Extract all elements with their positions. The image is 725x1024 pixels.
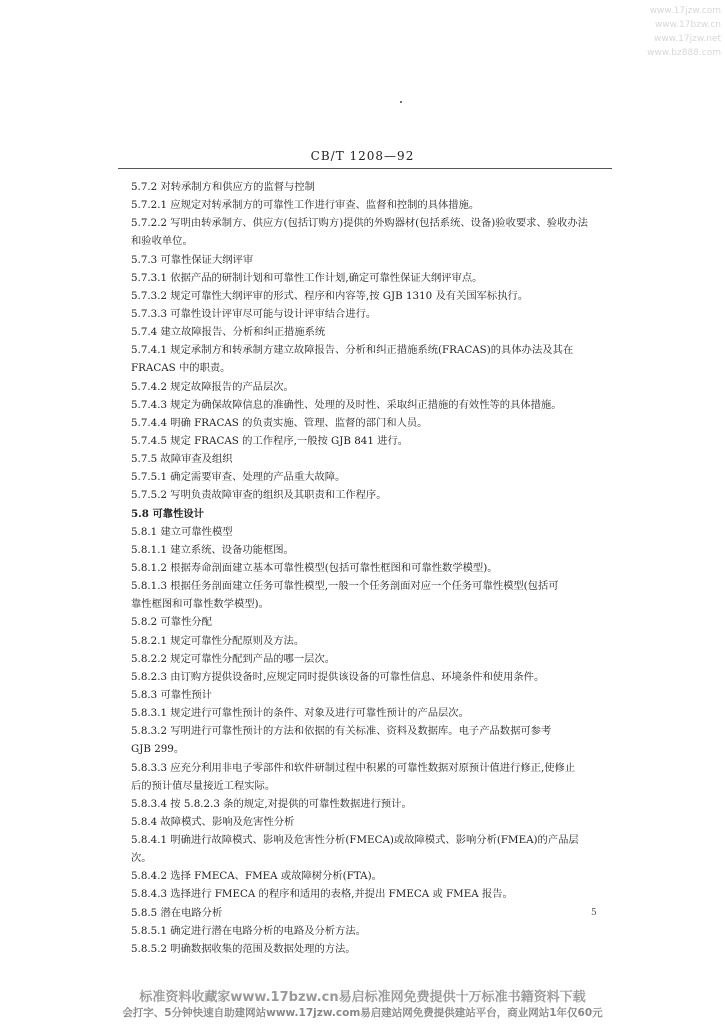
text-line: 5.7.4.5 规定 FRACAS 的工作程序,一般按 GJB 841 进行。 <box>131 434 409 447</box>
text-line: 5.7.2.2 写明由转承制方、供应方(包括订购方)提供的外购器材(包括系统、设备)验收要求、验收办法 <box>131 217 588 230</box>
page-header: CB/T 1208—92 <box>310 149 415 163</box>
page-number: 5 <box>591 908 597 918</box>
text-line: 5.7.4 建立故障报告、分析和纠正措施系统 <box>131 326 326 339</box>
text-line: 5.7.2.1 应规定对转承制方的可靠性工作进行审查、监督和控制的具体措施。 <box>131 199 480 212</box>
text-line: 5.7.4.1 规定承制方和转承制方建立故障报告、分析和纠正措施系统(FRACAS)的具体办法及其在 <box>131 344 574 357</box>
text-line: 5.8.3 可靠性预计 <box>131 688 212 701</box>
document-body <box>131 178 609 958</box>
text-line: 5.7.3 可靠性保证大纲评审 <box>131 253 254 266</box>
footer-banner-line-2: 会打字、5分钟快速自助建网站www.17jzw.com易启建站网免费提供建站平台，商业网站1年仅60元 <box>122 1007 603 1019</box>
text-line: 5.8.1 建立可靠性模型 <box>131 525 233 538</box>
text-line: 和验收单位。 <box>131 235 193 248</box>
text-line: 5.7.5 故障审查及组织 <box>131 453 233 466</box>
text-line: 5.7.4.2 规定故障报告的产品层次。 <box>131 380 294 393</box>
text-line: 5.7.2 对转承制方和供应方的监督与控制 <box>131 181 315 193</box>
text-line: 5.8.5 潜在电路分析 <box>131 906 223 919</box>
header-rule <box>118 168 612 169</box>
text-line: 5.8 可靠性设计 <box>131 507 204 520</box>
text-line: 5.8.1.1 建立系统、设备功能框图。 <box>131 543 294 556</box>
watermark-line: www.bz888.com <box>647 48 721 58</box>
text-line: 5.8.4.2 选择 FMECA、FMEA 或故障树分析(FTA)。 <box>131 870 382 883</box>
text-line: 5.7.3.1 依据产品的研制计划和可靠性工作计划,确定可靠性保证大纲评审点。 <box>131 271 483 284</box>
text-line: 5.7.3.2 规定可靠性大纲评审的形式、程序和内容等,按 GJB 1310 及有关国军标执行。 <box>131 289 529 302</box>
text-line: 5.8.4.1 明确进行故障模式、影响及危害性分析(FMECA)或故障模式、影响分析(FMEA)的产品层 <box>131 834 579 847</box>
text-line: FRACAS 中的职责。 <box>131 362 231 375</box>
text-line: 次。 <box>131 852 152 865</box>
text-line: 后的预计值尽量接近工程实际。 <box>131 779 276 792</box>
watermark-line: www.17bzw.cn <box>654 20 721 30</box>
text-line: 5.8.2 可靠性分配 <box>131 616 212 629</box>
text-line: 5.8.4.3 选择进行 FMECA 的程序和适用的表格,并提出 FMECA 或 FMEA 报告。 <box>131 888 513 901</box>
text-line: 5.7.3.3 可靠性设计评审尽可能与设计评审结合进行。 <box>131 307 377 320</box>
text-line: 5.7.4.3 规定为确保故障信息的准确性、处理的及时性、采取纠正措施的有效性等的具体措施。 <box>131 398 562 411</box>
footer-banner-line-1: 标准资料收藏家www.17bzw.cn易启标准网免费提供十万标准书籍资料下载 <box>139 990 586 1005</box>
text-line: 5.8.3.4 按 5.8.2.3 条的规定,对提供的可靠性数据进行预计。 <box>131 797 412 810</box>
watermark-line: www.17jzw.net <box>654 34 721 44</box>
text-line: 5.7.4.4 明确 FRACAS 的负责实施、管理、监督的部门和人员。 <box>131 416 428 429</box>
text-line: 5.8.1.3 根据任务剖面建立任务可靠性模型,一般一个任务剖面对应一个任务可靠性模型(包括可 <box>131 580 559 593</box>
text-line: 5.8.3.3 应充分利用非电子零部件和软件研制过程中积累的可靠性数据对原预计值进行修正,使修止 <box>131 761 576 774</box>
text-line: 5.7.5.2 写明负责故障审查的组织及其职责和工作程序。 <box>131 489 387 502</box>
text-line: 5.8.4 故障模式、影响及危害性分析 <box>131 815 295 828</box>
text-line: 5.8.1.2 根据寿命剖面建立基本可靠性模型(包括可靠性框图和可靠性数学模型)。 <box>131 561 498 574</box>
text-line: GJB 299。 <box>131 743 185 756</box>
text-line: 5.8.5.1 确定进行潜在电路分析的电路及分析方法。 <box>131 924 366 937</box>
text-line: 5.8.2.2 规定可靠性分配到产品的哪一层次。 <box>131 652 336 665</box>
text-line: 5.8.2.3 由订购方提供设备时,应规定同时提供该设备的可靠性信息、环境条件和使用条件。 <box>131 670 545 683</box>
text-line: 靠性框图和可靠性数学模型)。 <box>131 598 269 611</box>
text-line: 5.8.3.2 写明进行可靠性预计的方法和依据的有关标准、资料及数据库。电子产品数据可参考 <box>131 725 552 738</box>
text-line: 5.8.3.1 规定进行可靠性预计的条件、对象及进行可靠性预计的产品层次。 <box>131 707 469 720</box>
scan-speck <box>400 101 402 103</box>
text-line: 5.8.2.1 规定可靠性分配原则及方法。 <box>131 634 305 647</box>
text-line: 5.8.5.2 明确数据收集的范围及数据处理的方法。 <box>131 942 356 955</box>
corner-watermark <box>647 4 721 60</box>
text-line: 5.7.5.1 确定需要审查、处理的产品重大故障。 <box>131 471 346 484</box>
watermark-line: www.17jzw.com <box>649 6 721 16</box>
